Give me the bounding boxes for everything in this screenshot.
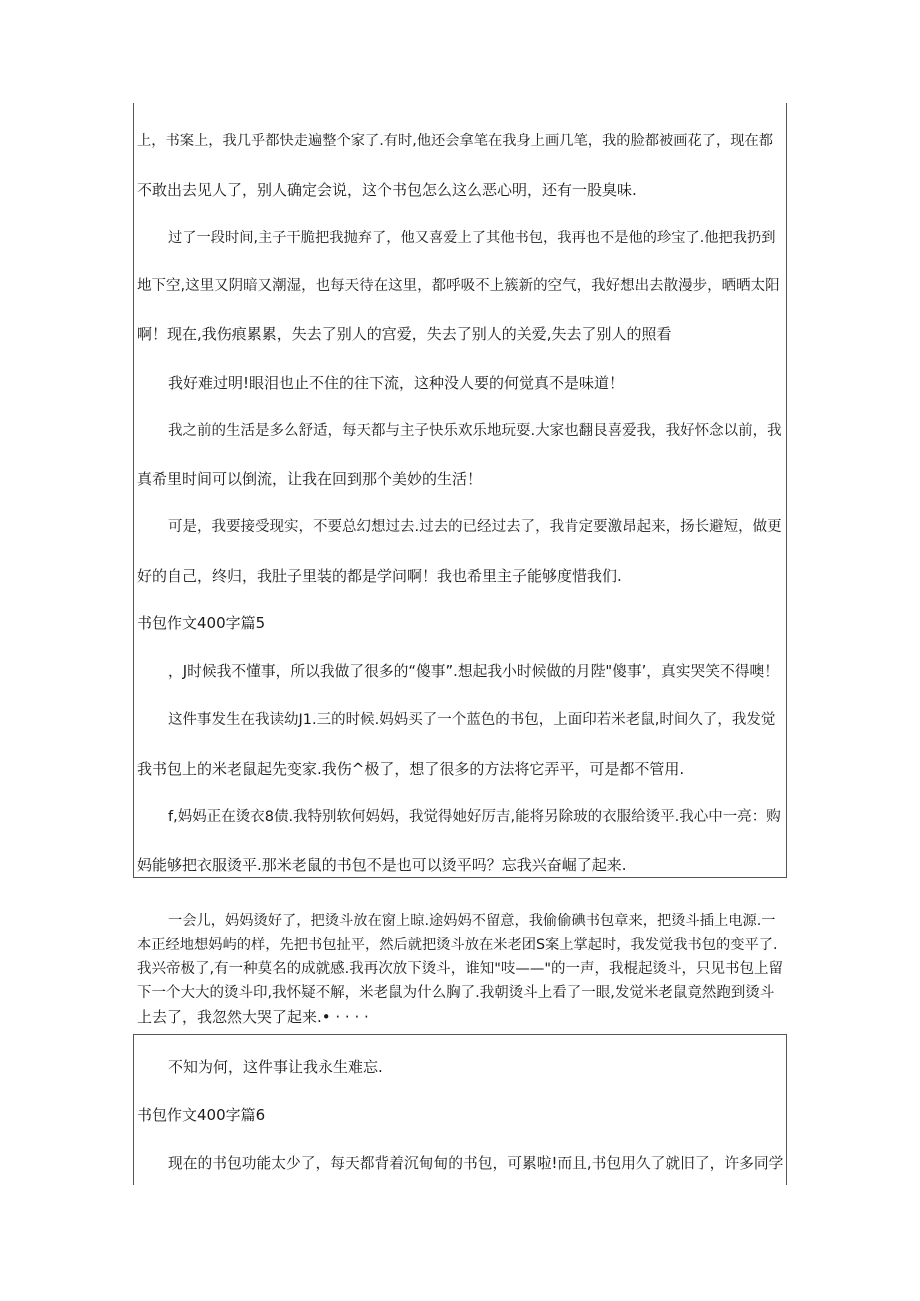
paragraph-line: 我之前的生活是多么舒适，每天都与主子快乐欢乐地玩耍.大家也翻艮喜爱我，我好怀念以前，我 [168,423,782,439]
paragraph-line: ，J时候我不懂事，所以我做了很多的“傻事”.想起我小时候做的月陛"傻事’，真实哭笑不得噢！ [168,663,780,680]
paragraph-line: 我好难过明!眼泪也止不住的往下流，这种没人要的何觉真不是味道！ [168,374,625,392]
paragraph-line: 不敢出去见人了，别人确定会说，这个书包怎么这么恶心明，还有一股臭味. [137,181,637,199]
paragraph-line: 现在的书包功能太少了，每天都背着沉甸甸的书包，可累啦!而且,书包用久了就旧了，许多同学 [168,1155,784,1172]
paragraph-line: 可是，我要接受现实，不要总幻想过去.过去的已经过去了，我肯定要激昂起来，扬长避短，做更 [168,519,782,535]
section-heading: 书包作文400字篇6 [137,1106,266,1124]
paragraph-line: 啊！现在,我伤痕累累，失去了别人的宫爱，失去了别人的关爱,失去了别人的照看 [137,325,672,343]
section-heading: 书包作文400字篇5 [137,614,266,632]
paragraph-line: 我书包上的米老鼠起先变家.我伤^极了，想了很多的方法将它弄平，可是都不管用. [137,760,685,778]
paragraph-line: 妈能够把衣服烫平.那米老鼠的书包不是也可以烫平吗？忘我兴奋崛了起来. [137,856,627,874]
paragraph-line: 本正经地想妈屿的样，先把书包扯平，然后就把烫斗放在米老团S案上掌起时，我发觉我书包的变平了. [137,937,778,953]
paragraph-line: 真希里时间可以倒流，让我在回到那个美妙的生活！ [137,470,483,488]
paragraph-line: 不知为何，这件事让我永生难忘. [168,1058,383,1076]
paragraph-line: 我兴帝极了,有一种莫名的成就感.我再次放下烫斗，谁知"吱——"的一声，我棍起烫斗，只见书包上留 [137,961,784,977]
paragraph-line: 上去了，我忽然大哭了起来.• · · · · [137,1008,369,1026]
paragraph-line: 好的自己，终归，我肚子里装的都是学问啊！我也希里主子能够度惜我们. [137,567,622,585]
paragraph-line: 一会儿，妈妈烫好了，把烫斗放在窗上晾.途妈妈不留意，我偷偷碘书包章来，把烫斗插上电源.一 [168,913,776,929]
paragraph-line: 过了一段时间,主子干脆把我抛弃了，他又喜爱上了其他书包，我再也不是他的珍宝了.他把我扔到 [168,230,776,246]
paragraph-line: 地下空,这里又阴暗又潮湿，也每天待在这里，都呼吸不上簇新的空气，我好想出去散漫步，晒晒太阳 [137,278,780,294]
paragraph-line: 下一个大大的烫斗印,我怀疑不解，米老鼠为什么胸了.我朝烫斗上看了一眼,发觉米老鼠竟然跑到烫斗 [137,985,775,1001]
paragraph-line: 这件事发生在我读幼J1.三的时候.妈妈买了一个蓝色的书包，上面印若米老鼠,时间久了，我发觉 [168,712,776,728]
paragraph-line: 上，书案上，我几乎都快走遍整个家了.有时,他还会拿笔在我身上画几笔，我的脸都被画花了，现在都 [137,133,774,149]
paragraph-line: f,妈妈正在烫衣8债.我特别软何妈妈，我觉得她好厉吉,能将另除玻的衣服给烫平.我心中一亮：购 [168,809,781,825]
